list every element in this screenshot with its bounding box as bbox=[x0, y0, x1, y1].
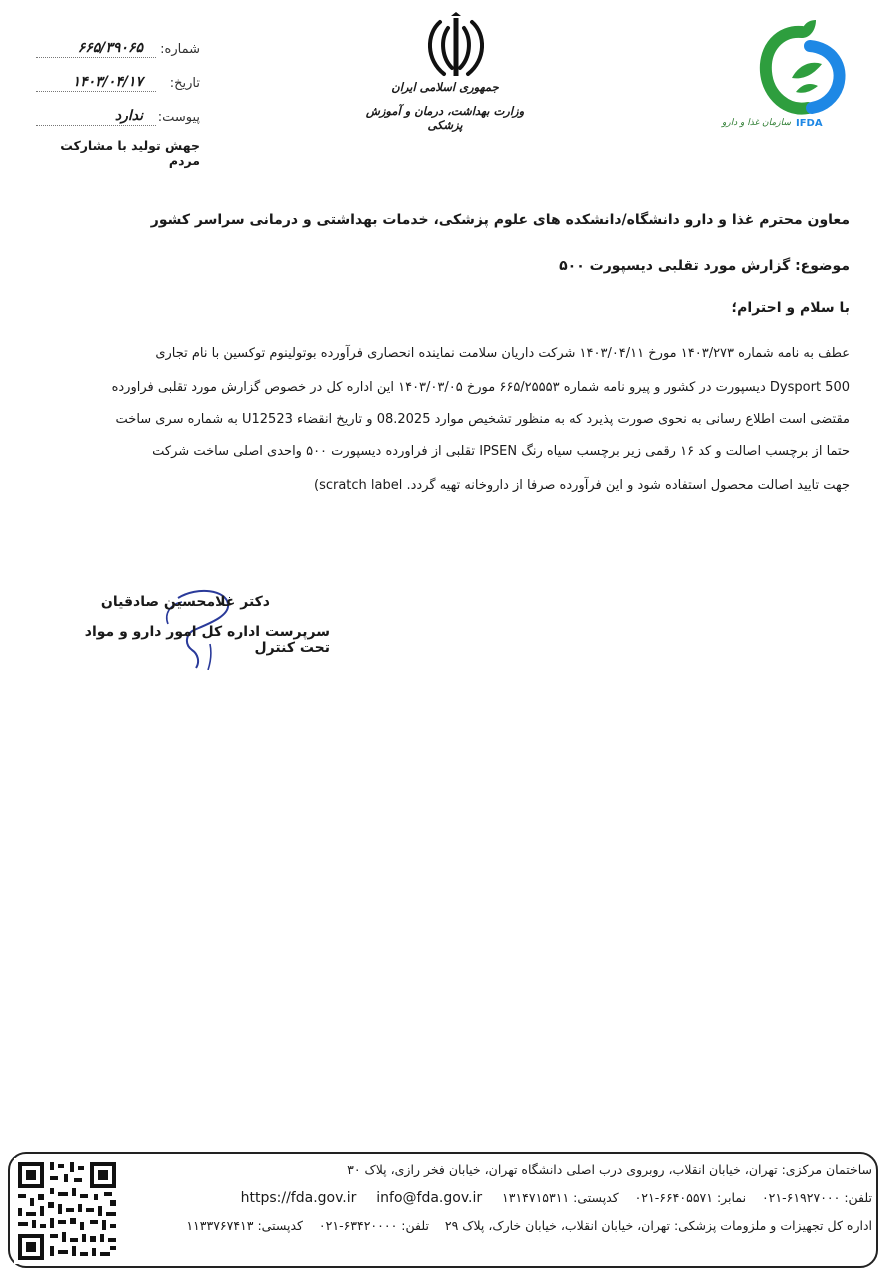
emblem-line-2: وزارت بهداشت، درمان و آموزش پزشکی bbox=[365, 104, 525, 132]
ifda-latin-name: IFDA bbox=[796, 118, 823, 129]
phone-number: ۰۲۱-۶۱۹۲۷۰۰۰ bbox=[761, 1190, 841, 1205]
addressee: معاون محترم غذا و دارو دانشگاه/دانشکده های علوم پزشکی، خدمات بهداشتی و درمانی سراسر کشور bbox=[150, 212, 850, 228]
fax-number: ۰۲۱-۶۶۴۰۵۵۷۱ bbox=[634, 1190, 713, 1205]
qr-code-icon[interactable] bbox=[14, 1158, 120, 1264]
body-line-1: عطف به نامه شماره ۱۴۰۳/۲۷۳ مورخ ۱۴۰۳/۰۴/۱۱ شرکت داریان سلامت نماینده انحصاری فرآورده بوتولینوم توکسین با نام تجاری bbox=[155, 346, 850, 361]
body-line-2-text: دیسپورت در کشور و پیرو نامه شماره ۶۶۵/۲۵۵۵۳ مورخ ۱۴۰۳/۰۳/۰۵ این اداره کل در خصوص گزارش مورد تقلبی فراورده bbox=[111, 380, 766, 395]
ifda-persian-name: سازمان غذا و دارو bbox=[722, 118, 791, 128]
equipment-address: اداره کل تجهیزات و ملزومات پزشکی: تهران، خیابان انقلاب، خیابان خارک، پلاک ۲۹ bbox=[444, 1218, 872, 1233]
letter-number-row bbox=[36, 40, 200, 62]
attachment-value: ندارد bbox=[112, 108, 146, 124]
phone-label: تلفن: bbox=[844, 1190, 872, 1205]
postal-label: کدپستی: bbox=[573, 1190, 619, 1205]
letter-number-value: ۶۶۵/۳۹۰۶۵ bbox=[75, 40, 146, 56]
greeting: با سلام و احترام؛ bbox=[731, 300, 850, 316]
signatory-title: سرپرست اداره کل امور دارو و مواد تحت کنترل bbox=[84, 624, 330, 656]
letter-date-row bbox=[36, 74, 200, 96]
iran-emblem-icon bbox=[418, 12, 494, 84]
batch-label: به شماره سری ساخت bbox=[115, 412, 238, 427]
footer-address: ساختمان مرکزی: تهران، خیابان انقلاب، روبروی درب اصلی دانشگاه تهران، خیابان فخر رازی، پلاک ۳۰ bbox=[347, 1162, 872, 1177]
subject: موضوع: گزارش مورد تقلبی دیسپورت ۵۰۰ bbox=[559, 258, 850, 274]
attachment-row bbox=[36, 108, 200, 130]
body-line-4 bbox=[38, 444, 850, 459]
dotted-line bbox=[36, 125, 156, 126]
equipment-postal: ۱۱۳۳۷۶۷۴۱۳ bbox=[186, 1218, 254, 1233]
dotted-line bbox=[36, 57, 156, 58]
body-line-4-text: تقلبی از فراورده دیسپورت ۵۰۰ واحدی اصلی ساخت شرکت bbox=[152, 444, 476, 459]
letter-date-label: تاریخ: bbox=[169, 76, 200, 91]
body-line-4-text-end: حتما از برچسب اصالت و کد ۱۶ رقمی زیر برچسب سیاه رنگ bbox=[521, 444, 850, 459]
fax-label: نمابر: bbox=[716, 1190, 747, 1205]
website-link[interactable]: https://fda.gov.ir bbox=[240, 1190, 357, 1206]
signatory-name: دکتر غلامحسین صادقیان bbox=[100, 594, 270, 610]
letter-date-value: ۱۴۰۳/۰۴/۱۷ bbox=[70, 74, 146, 90]
emblem-line-1: جمهوری اسلامی ایران bbox=[391, 80, 499, 94]
equipment-phone: ۰۲۱-۶۳۴۲۰۰۰۰ bbox=[318, 1218, 398, 1233]
equipment-postal-label: کدپستی: bbox=[257, 1218, 304, 1233]
expiry-label: و تاریخ انقضاء bbox=[297, 412, 373, 427]
body-line-2 bbox=[38, 380, 850, 395]
equipment-phone-label: تلفن: bbox=[401, 1218, 429, 1233]
body-line-3-text: مقتضی است اطلاع رسانی به نحوی صورت پذیرد که به منظور تشخیص موارد bbox=[434, 412, 850, 427]
manufacturer-name: IPSEN bbox=[479, 444, 518, 459]
attachment-label: پیوست: bbox=[157, 110, 200, 125]
dotted-line bbox=[36, 91, 156, 92]
email-link[interactable]: info@fda.gov.ir bbox=[376, 1190, 483, 1206]
body-line-5-text: جهت تایید اصالت محصول استفاده شود و این فرآورده صرفا از داروخانه تهیه گردد. bbox=[406, 478, 850, 493]
expiry-date: 08.2025 bbox=[376, 412, 431, 427]
ifda-logo-icon bbox=[752, 16, 852, 122]
scratch-label-text: (scratch label bbox=[314, 478, 403, 493]
footer-equipment-row bbox=[132, 1218, 872, 1233]
body-line-5 bbox=[38, 478, 850, 493]
footer-contact-row bbox=[132, 1190, 872, 1206]
body-line-3 bbox=[38, 412, 850, 427]
letter-number-label: شماره: bbox=[160, 42, 200, 57]
postal-code: ۱۳۱۴۷۱۵۳۱۱ bbox=[502, 1190, 570, 1205]
batch-number: U12523 bbox=[242, 412, 293, 427]
slogan: جهش تولید با مشارکت مردم bbox=[60, 138, 200, 168]
product-name: Dysport 500 bbox=[769, 380, 850, 395]
